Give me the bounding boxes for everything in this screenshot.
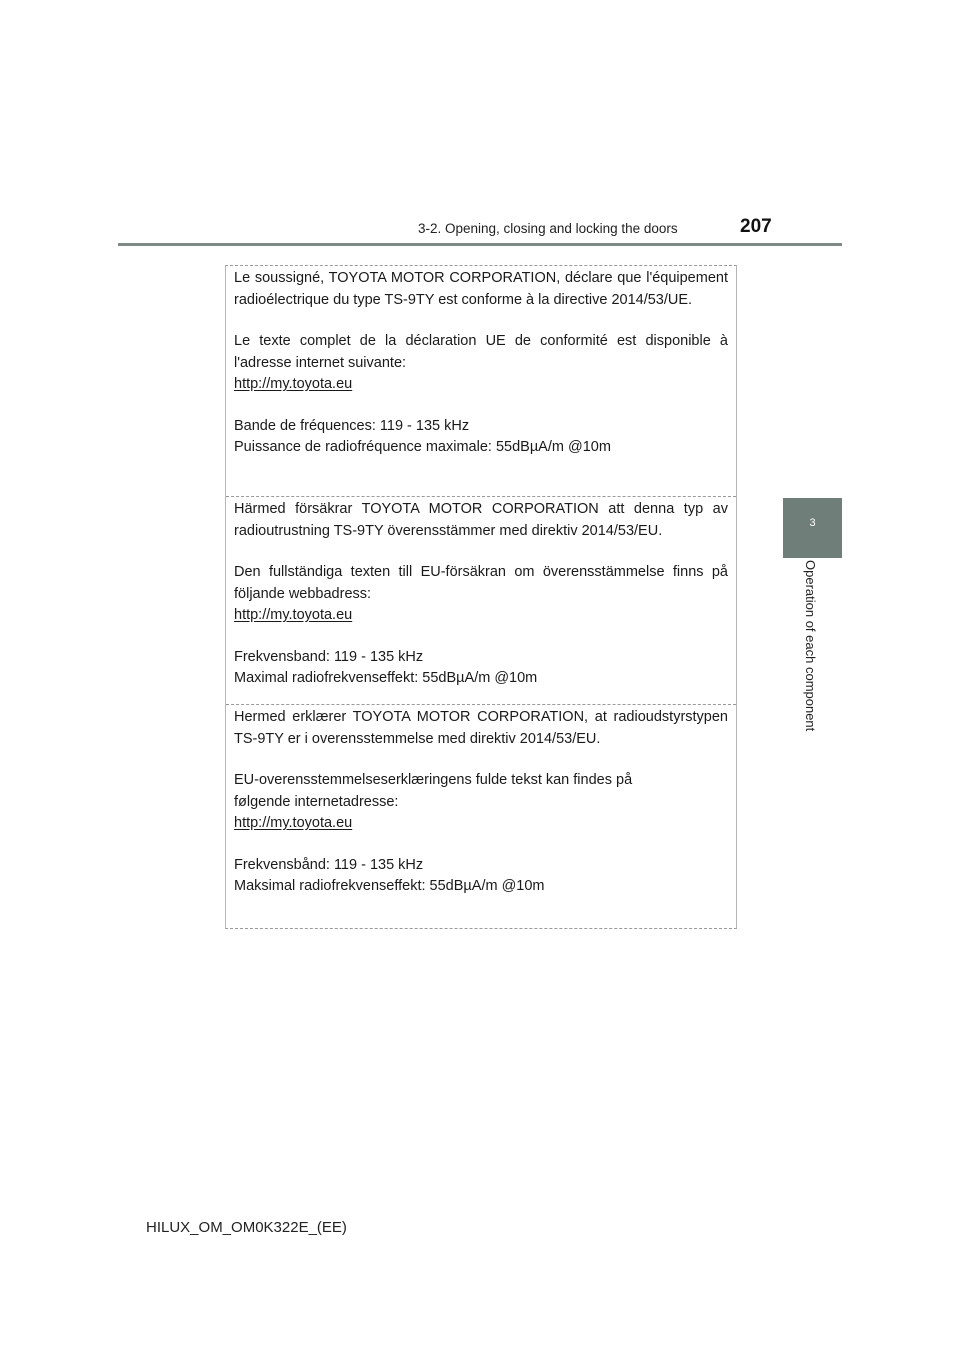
declaration-availability: EU-overensstemmelseserklæringens fulde tekst kan findes på følgende internetadresse: [234,772,633,810]
frequency-band: Frekvensband: 119 - 135 kHz [234,648,424,665]
declaration-url-link[interactable]: http://my.toyota.eu [234,815,353,831]
declaration-danish [226,704,736,928]
header-rule [118,243,842,246]
declaration-statement: Hermed erklærer TOYOTA MOTOR CORPORATION, at radioudstyrstypen TS-9TY er i overensstemmelse med direktiv 2014/53/EU. [234,709,728,747]
declaration-url-link[interactable]: http://my.toyota.eu [234,376,353,392]
max-power: Maximal radiofrekvenseffekt: 55dBµA/m @10m [234,670,538,686]
chapter-number: 3 [809,517,816,529]
chapter-tab[interactable] [783,498,842,558]
declaration-url-link[interactable]: http://my.toyota.eu [234,607,353,623]
declaration-statement: Le soussigné, TOYOTA MOTOR CORPORATION, déclare que l'équipement radioélectrique du type TS-9TY est conforme à la directive 2014/53/UE. [234,270,728,308]
declaration-availability: Den fullständiga texten till EU-försäkran om överensstämmelse finns på följande webbadress: [234,564,728,602]
declaration-availability: Le texte complet de la déclaration UE de conformité est disponible à l'adresse internet suivante: [234,333,728,371]
declaration-french [226,266,736,496]
page-number: 207 [740,216,772,237]
declaration-box [225,265,737,929]
frequency-band: Frekvensbånd: 119 - 135 kHz [234,856,424,873]
declaration-swedish [226,496,736,704]
section-title: 3-2. Opening, closing and locking the doors [418,221,678,236]
max-power: Puissance de radiofréquence maximale: 55dBµA/m @10m [234,439,611,455]
chapter-title: Operation of each component [803,560,818,732]
max-power: Maksimal radiofrekvenseffekt: 55dBµA/m @10m [234,878,545,894]
declaration-statement: Härmed försäkrar TOYOTA MOTOR CORPORATION att denna typ av radioutrustning TS-9TY överensstämmer med direktiv 2014/53/EU. [234,501,728,539]
frequency-band: Bande de fréquences: 119 - 135 kHz [234,417,470,434]
manual-code: HILUX_OM_OM0K322E_(EE) [146,1219,347,1236]
chapter-title-vertical [800,560,822,760]
